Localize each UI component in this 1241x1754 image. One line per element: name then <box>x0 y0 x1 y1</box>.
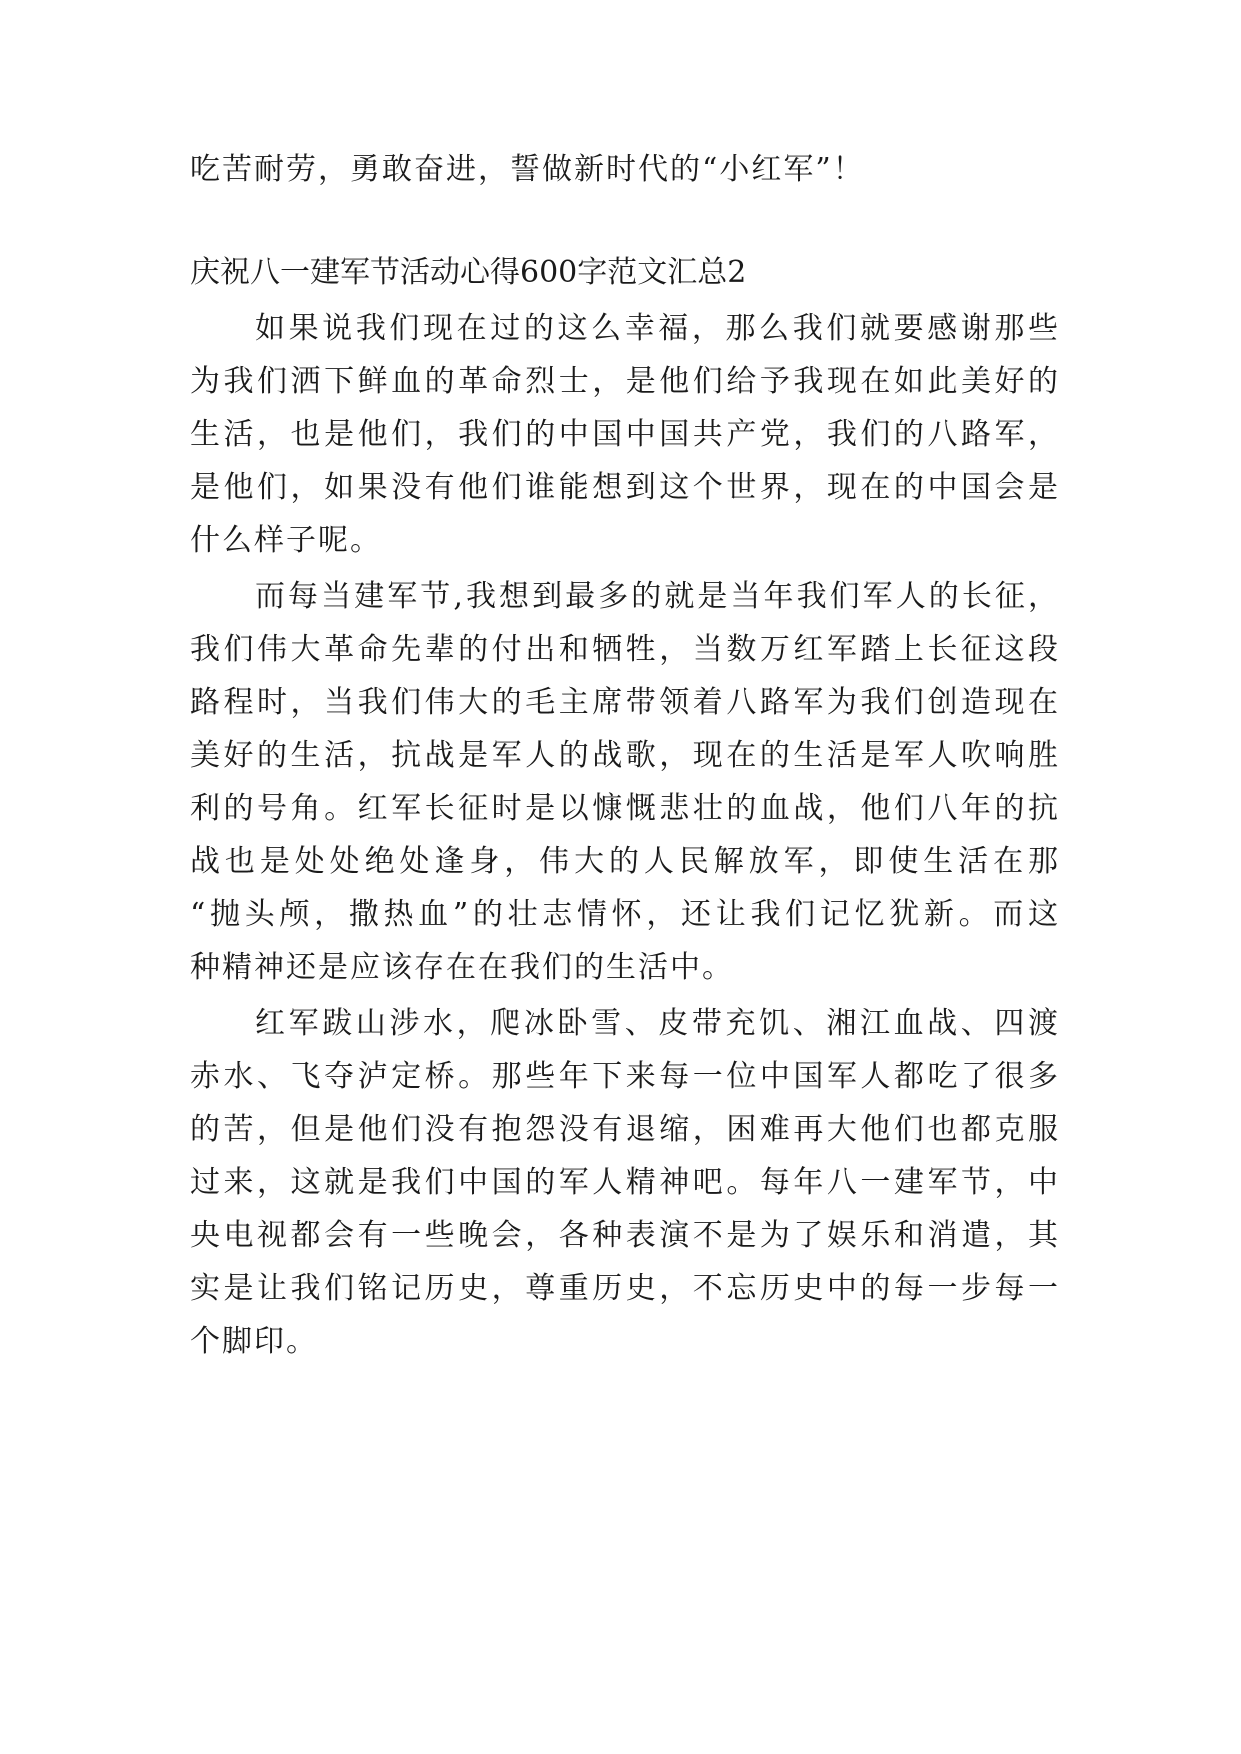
paragraph-2-line-5: 利的号角。红军长征时是以慷慨悲壮的血战，他们八年的抗 <box>190 791 1060 826</box>
text-line-1: 吃苦耐劳，勇敢奋进，誓做新时代的“小红军”！ <box>190 152 865 187</box>
paragraph-1-line-4: 是他们，如果没有他们谁能想到这个世界，现在的中国会是 <box>190 470 1060 505</box>
paragraph-3-line-4: 过来，这就是我们中国的军人精神吧。每年八一建军节，中 <box>190 1165 1060 1200</box>
paragraph-2-line-4: 美好的生活，抗战是军人的战歌，现在的生活是军人吹响胜 <box>190 738 1060 773</box>
paragraph-1-line-1: 如果说我们现在过的这么幸福，那么我们就要感谢那些 <box>255 311 1060 346</box>
paragraph-1-line-5: 什么样子呢。 <box>190 523 382 558</box>
paragraph-3-line-5: 央电视都会有一些晚会，各种表演不是为了娱乐和消遣，其 <box>190 1218 1060 1253</box>
paragraph-2-line-1: 而每当建军节,我想到最多的就是当年我们军人的长征， <box>255 579 1060 614</box>
paragraph-2-line-8: 种精神还是应该存在在我们的生活中。 <box>190 950 734 985</box>
paragraph-3-line-1: 红军跋山涉水，爬冰卧雪、皮带充饥、湘江血战、四渡 <box>255 1006 1060 1041</box>
paragraph-3-line-6: 实是让我们铭记历史，尊重历史，不忘历史中的每一步每一 <box>190 1271 1060 1306</box>
paragraph-3-line-3: 的苦，但是他们没有抱怨没有退缩，困难再大他们也都克服 <box>190 1112 1060 1147</box>
paragraph-3-line-2: 赤水、飞夺泸定桥。那些年下来每一位中国军人都吃了很多 <box>190 1059 1060 1094</box>
paragraph-2-line-6: 战也是处处绝处逢身，伟大的人民解放军，即使生活在那 <box>190 844 1060 879</box>
paragraph-1-line-2: 为我们洒下鲜血的革命烈士，是他们给予我现在如此美好的 <box>190 364 1060 399</box>
paragraph-2-line-7: “抛头颅，撒热血”的壮志情怀，还让我们记忆犹新。而这 <box>190 897 1060 932</box>
paragraph-3-line-7: 个脚印。 <box>190 1324 318 1359</box>
paragraph-1-line-3: 生活，也是他们，我们的中国中国共产党，我们的八路军， <box>190 417 1060 452</box>
paragraph-2-line-2: 我们伟大革命先辈的付出和牺牲，当数万红军踏上长征这段 <box>190 632 1060 667</box>
paragraph-2-line-3: 路程时，当我们伟大的毛主席带领着八路军为我们创造现在 <box>190 685 1060 720</box>
section-heading: 庆祝八一建军节活动心得600字范文汇总2 <box>190 255 747 290</box>
